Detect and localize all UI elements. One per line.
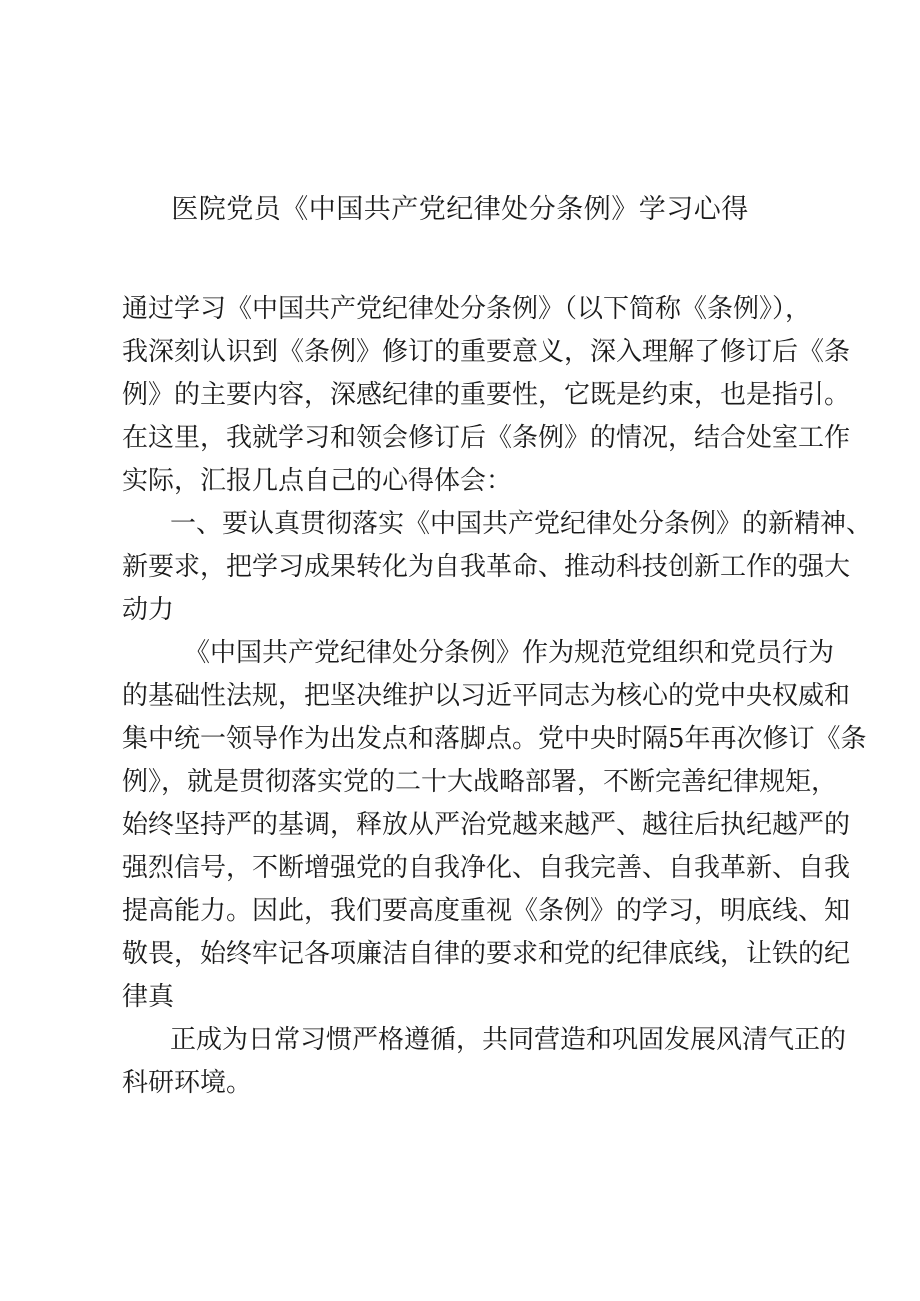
text-line: 正成为日常习惯严格遵循，共同营造和巩固发展风清气正的 xyxy=(170,1025,847,1055)
paragraph-intro xyxy=(122,288,851,503)
text-line: 在这里，我就学习和领会修订后《条例》的情况，结合处室工作 xyxy=(122,423,851,453)
document-title: 医院党员《中国共产党纪律处分条例》学习心得 xyxy=(171,194,749,225)
text-line: 例》的主要内容，深感纪律的重要性，它既是约束，也是指引。 xyxy=(122,380,851,410)
text-line: 通过学习《中国共产党纪律处分条例》（以下简称《条例》）， xyxy=(122,294,812,324)
section-heading-one xyxy=(122,503,873,632)
document-body xyxy=(122,288,873,1105)
text-line: 新要求，把学习成果转化为自我革命、推动科技创新工作的强大 xyxy=(122,552,851,582)
text-line: 律真 xyxy=(122,982,175,1012)
text-line: 我深刻认识到《条例》修订的重要意义，深入理解了修订后《条 xyxy=(122,337,851,367)
text-line: 强烈信号，不断增强党的自我净化、自我完善、自我革新、自我 xyxy=(122,853,851,883)
text-line: 实际，汇报几点自己的心得体会： xyxy=(122,466,513,496)
text-line: 科研环境。 xyxy=(122,1068,253,1098)
text-line: 动力 xyxy=(122,595,175,625)
text-line: 集中统一领导作为出发点和落脚点。党中央时隔5年再次修订《条 xyxy=(122,724,867,754)
text-line: 敬畏，始终牢记各项廉洁自律的要求和党的纪律底线，让铁的纪 xyxy=(122,939,851,969)
paragraph-body-two xyxy=(122,1019,847,1105)
text-line: 的基础性法规，把坚决维护以习近平同志为核心的党中央权威和 xyxy=(122,681,851,711)
text-line: 《中国共产党纪律处分条例》作为规范党组织和党员行为 xyxy=(184,638,835,668)
text-line: 提高能力。因此，我们要高度重视《条例》的学习，明底线、知 xyxy=(122,896,851,926)
text-line: 始终坚持严的基调，释放从严治党越来越严、越往后执纪越严的 xyxy=(122,810,851,840)
text-line: 一、要认真贯彻落实《中国共产党纪律处分条例》的新精神、 xyxy=(170,509,873,539)
paragraph-body-one xyxy=(122,632,867,1019)
text-line: 例》，就是贯彻落实党的二十大战略部署，不断完善纪律规矩， xyxy=(122,767,838,797)
